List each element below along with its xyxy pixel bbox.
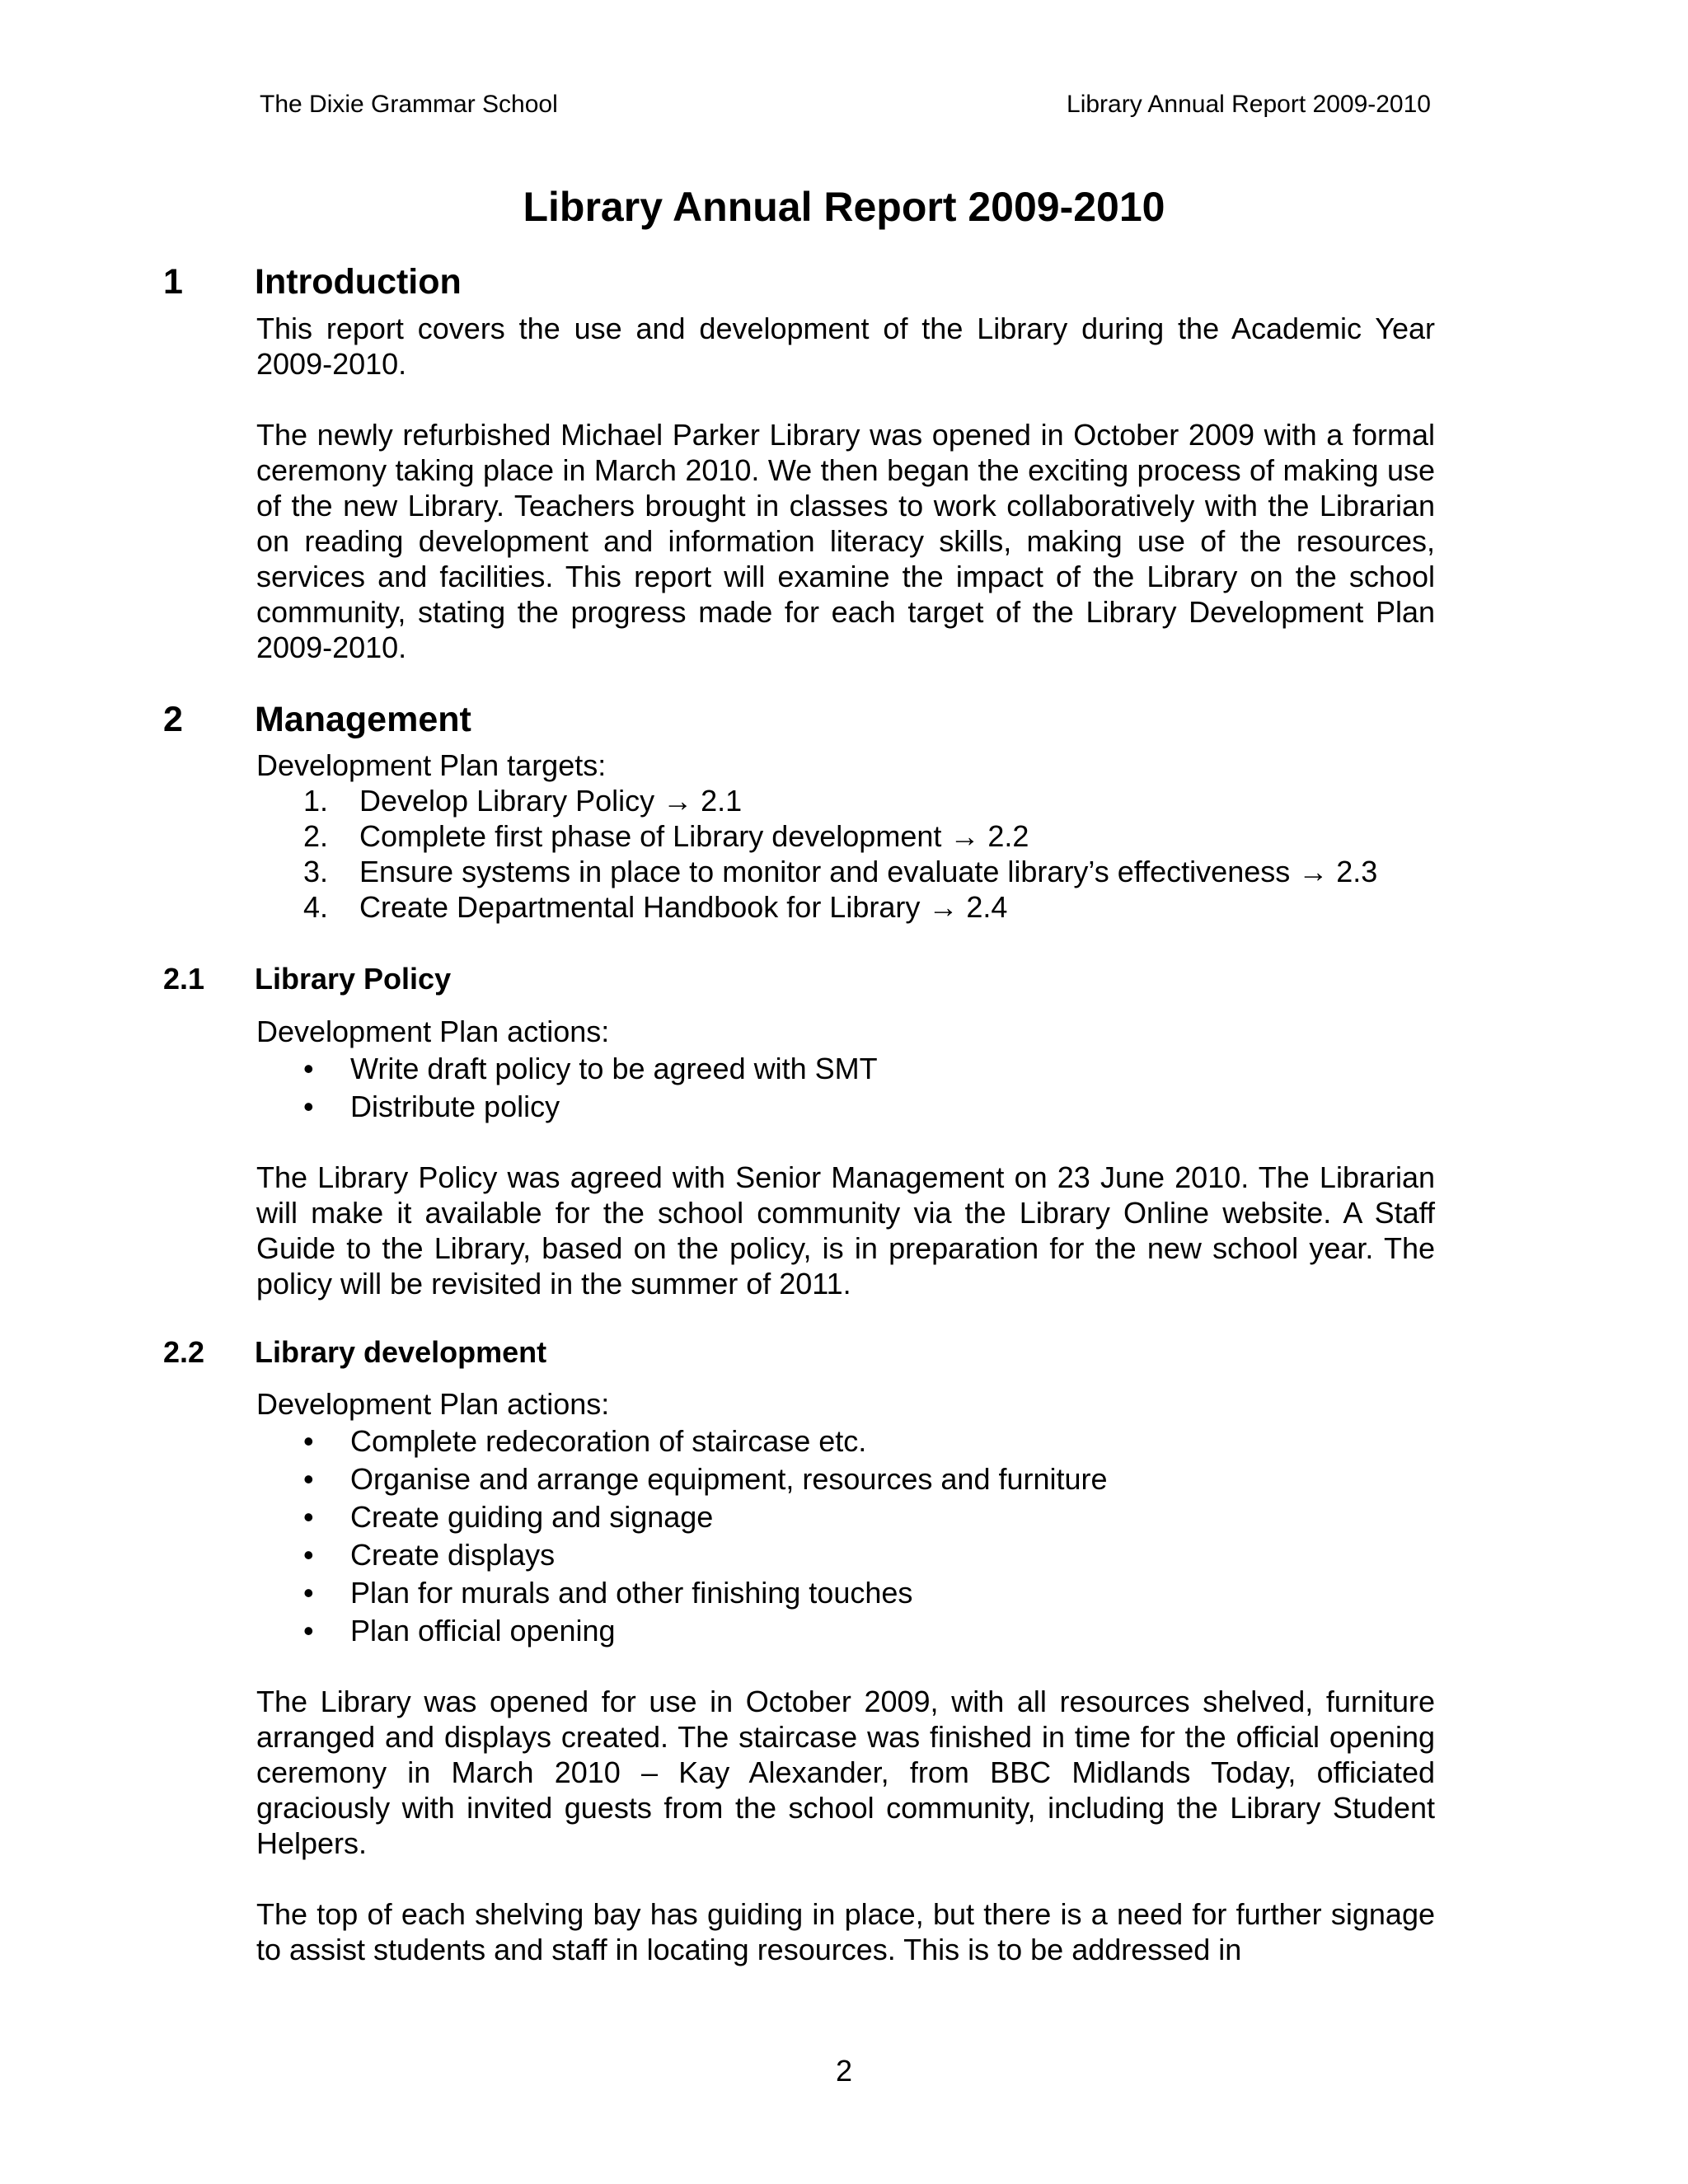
list-text: Plan official opening (350, 1614, 616, 1647)
actions-list (256, 1051, 1435, 1127)
bullet: • (303, 1500, 314, 1534)
actions-intro: Development Plan actions: (256, 1015, 610, 1048)
list-text: Organise and arrange equipment, resources and furniture (350, 1462, 1108, 1496)
section-title: Library Policy (255, 962, 452, 996)
list-text: Develop Library Policy → 2.1 (359, 784, 743, 818)
list-item (256, 1089, 1435, 1127)
section-number: 2.1 (163, 962, 205, 996)
list-item (256, 1499, 1435, 1537)
targets-list (256, 783, 1435, 925)
list-number: 2. (303, 819, 329, 853)
bullet: • (303, 1090, 314, 1123)
development-paragraph-2: The top of each shelving bay has guiding in place, but there is a need for further signage to assist students and staff in locating resources. This is to be addressed in (256, 1897, 1435, 1966)
document-title: Library Annual Report 2009-2010 (523, 184, 1165, 230)
list-text: Create guiding and signage (350, 1500, 714, 1534)
section-number: 2.2 (163, 1335, 205, 1369)
policy-paragraph: The Library Policy was agreed with Senior Management on 23 June 2010. The Librarian will make it available for the school community via the Library Online website. A Staff Guide to the Library, based on the policy, is in preparation for the new school year. The policy will be revisited in the summer of 2011. (256, 1160, 1435, 1301)
bullet: • (303, 1538, 314, 1572)
running-header-left: The Dixie Grammar School (260, 91, 558, 118)
section-number: 1 (163, 262, 183, 302)
list-text: Ensure systems in place to monitor and evaluate library’s effectiveness → 2.3 (359, 855, 1378, 888)
section-number: 2 (163, 700, 183, 739)
bullet: • (303, 1462, 314, 1496)
list-text: Create displays (350, 1538, 556, 1572)
section-title: Management (255, 700, 471, 739)
development-paragraph-1: The Library was opened for use in October 2009, with all resources shelved, furniture arranged and displays created. The staircase was finished in time for the official opening ceremony in March 2010 – Kay Alexander, from BBC Midlands Today, officiated graciously with invited guests from the school community, including the Library Student Helpers. (256, 1685, 1435, 1860)
section-2-body (256, 748, 1435, 925)
actions-intro: Development Plan actions: (256, 1387, 610, 1421)
section-title: Introduction (255, 262, 462, 302)
bullet: • (303, 1052, 314, 1085)
list-text: Write draft policy to be agreed with SMT (350, 1052, 878, 1085)
intro-paragraph-2: The newly refurbished Michael Parker Library was opened in October 2009 with a formal ceremony taking place in March 2010. We then began the exciting process of making use of the new Library. Teachers brought in classes to work collaboratively with the Librarian on reading development and information literacy skills, making use of the resources, services and facilities. This report will examine the impact of the Library on the school community, stating the progress made for each target of the Library Development Plan 2009-2010. (256, 418, 1435, 664)
list-item (256, 1575, 1435, 1613)
targets-intro: Development Plan targets: (256, 748, 607, 782)
list-text: Create Departmental Handbook for Library → 2.4 (359, 890, 1008, 924)
list-number: 1. (303, 784, 329, 818)
section-1-body (256, 311, 1435, 665)
bullet: • (303, 1576, 314, 1610)
list-number: 4. (303, 890, 329, 924)
actions-list (256, 1423, 1435, 1651)
list-text: Complete redecoration of staircase etc. (350, 1424, 867, 1458)
bullet: • (303, 1424, 314, 1458)
list-text: Distribute policy (350, 1090, 560, 1123)
list-item (256, 818, 1435, 854)
list-item (256, 1423, 1435, 1461)
section-2-2-body (256, 1386, 1435, 1967)
list-number: 3. (303, 855, 329, 888)
list-item (256, 889, 1435, 925)
list-item (256, 854, 1435, 889)
list-item (256, 1537, 1435, 1575)
list-item (256, 783, 1435, 818)
list-text: Complete first phase of Library development → 2.2 (359, 819, 1029, 853)
list-text: Plan for murals and other finishing touches (350, 1576, 913, 1610)
section-2-1-body (256, 1014, 1435, 1301)
bullet: • (303, 1614, 314, 1647)
intro-paragraph-1: This report covers the use and development of the Library during the Academic Year 2009-2010. (256, 312, 1435, 381)
page-number: 2 (835, 2054, 853, 2088)
list-item (256, 1461, 1435, 1499)
list-item (256, 1051, 1435, 1089)
section-title: Library development (255, 1335, 547, 1369)
list-item (256, 1613, 1435, 1651)
running-header-right: Library Annual Report 2009-2010 (1067, 91, 1431, 118)
